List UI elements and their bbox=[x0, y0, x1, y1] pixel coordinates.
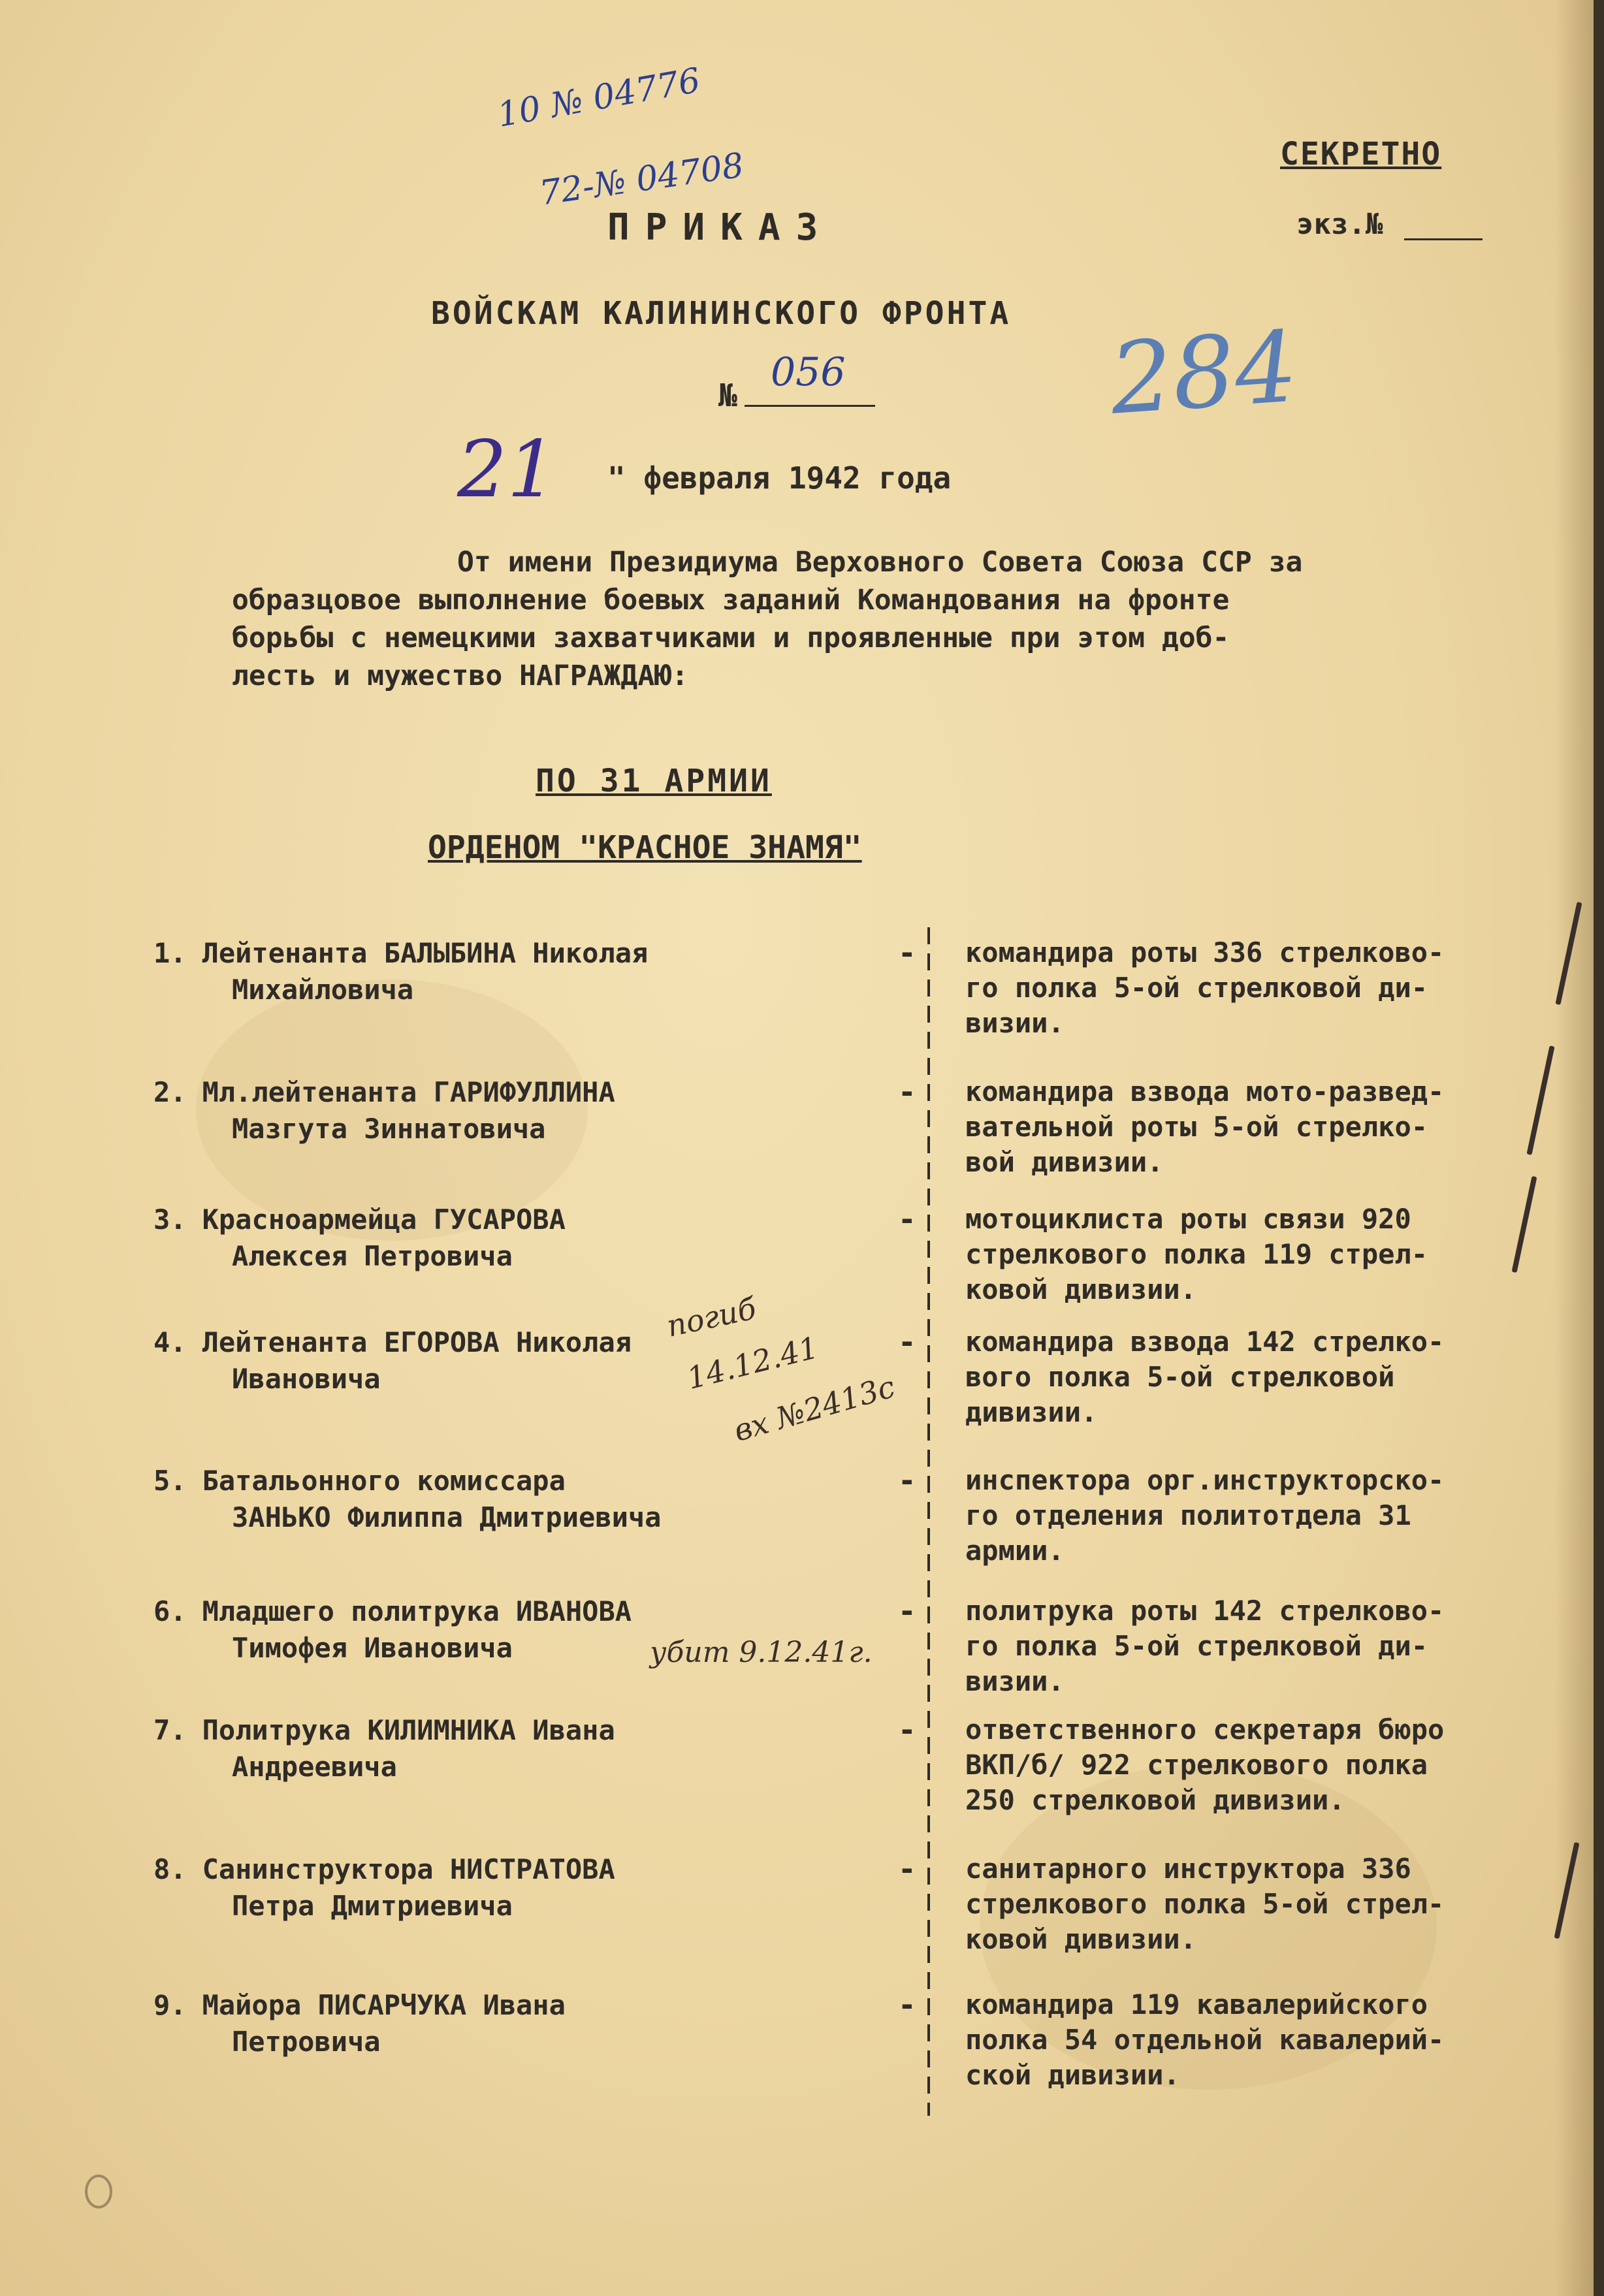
entry-position bbox=[965, 1324, 1592, 1430]
entry-position bbox=[965, 1712, 1592, 1818]
order-number-label: № bbox=[718, 377, 737, 414]
entry-name-line-2: Михайловича bbox=[232, 974, 414, 1006]
entry-dash: - bbox=[898, 1712, 916, 1747]
handwritten-note: погиб bbox=[663, 1290, 760, 1344]
entry-position-line: полка 54 отдельной кавалерий- bbox=[965, 2024, 1445, 2056]
entry-position-line: го отделения политотдела 31 bbox=[965, 1499, 1411, 1531]
entry-name bbox=[153, 935, 885, 1008]
entry-dash: - bbox=[898, 1987, 916, 2022]
archive-corner-mark bbox=[85, 2175, 112, 2208]
entry-position-line: командира взвода мото-развед- bbox=[965, 1076, 1445, 1108]
column-divider bbox=[927, 927, 930, 2116]
entry-name-line-1: Мл.лейтенанта ГАРИФУЛЛИНА bbox=[202, 1076, 615, 1108]
entry-position-line: инспектора орг.инструкторско- bbox=[965, 1464, 1445, 1496]
secret-stamp: СЕКРЕТНО bbox=[1280, 136, 1442, 172]
order-date: " февраля 1942 года bbox=[607, 460, 952, 496]
entry-dash: - bbox=[898, 1324, 916, 1360]
entry-position-line: вательной роты 5-ой стрелко- bbox=[965, 1111, 1428, 1143]
handwritten-reference-2: 72-№ 04708 bbox=[537, 146, 746, 214]
entry-position-line: ВКП/б/ 922 стрелкового полка bbox=[965, 1749, 1428, 1781]
entry-name-line-1: Батальонного комиссара bbox=[202, 1465, 566, 1497]
entry-position-line: стрелкового полка 119 стрел- bbox=[965, 1238, 1428, 1270]
entry-position bbox=[965, 1593, 1592, 1699]
preamble-line: образцовое выполнение боевых заданий Командования на фронте bbox=[232, 584, 1230, 616]
entry-dash: - bbox=[898, 935, 916, 970]
entry-position-line: дивизии. bbox=[965, 1396, 1098, 1428]
entry-position-line: вого полка 5-ой стрелковой bbox=[965, 1361, 1395, 1393]
entry-position bbox=[965, 935, 1592, 1041]
entry-name-line-1: Лейтенанта БАЛЫБИНА Николая bbox=[202, 937, 649, 969]
order-date-day: 21 bbox=[457, 424, 557, 515]
entry-number: 2. bbox=[153, 1076, 187, 1108]
document-title: ПРИКАЗ bbox=[607, 206, 834, 249]
entry-name-line-1: Красноармейца ГУСАРОВА bbox=[202, 1204, 566, 1236]
entry-name-line-1: Младшего политрука ИВАНОВА bbox=[202, 1595, 632, 1627]
entry-name-line-2: ЗАНЬКО Филиппа Дмитриевича bbox=[232, 1501, 662, 1533]
entry-name bbox=[153, 1851, 885, 1924]
entry-position bbox=[965, 1463, 1592, 1569]
entry-position-line: го полка 5-ой стрелковой ди- bbox=[965, 1630, 1428, 1662]
entry-dash: - bbox=[898, 1593, 916, 1629]
order-number-underline bbox=[745, 405, 875, 407]
entry-position bbox=[965, 1074, 1592, 1180]
entry-name bbox=[153, 1074, 885, 1147]
entry-name-line-1: Политрука КИЛИМНИКА Ивана bbox=[202, 1714, 615, 1746]
handwritten-note: вх №2413с bbox=[730, 1369, 899, 1448]
handwritten-reference-1: 10 № 04776 bbox=[494, 61, 703, 135]
entry-position-line: го полка 5-ой стрелковой ди- bbox=[965, 972, 1428, 1004]
preamble-line: борьбы с немецкими захватчиками и проявленные при этом доб- bbox=[232, 622, 1230, 654]
entry-name bbox=[153, 1463, 885, 1536]
entry-position-line: ковой дивизии. bbox=[965, 1273, 1197, 1305]
entry-number: 1. bbox=[153, 937, 187, 969]
order-number: 056 bbox=[771, 349, 846, 395]
entry-number: 6. bbox=[153, 1595, 187, 1627]
entry-position-line: армии. bbox=[965, 1535, 1065, 1567]
entry-name-line-2: Андреевича bbox=[232, 1751, 397, 1783]
entry-position bbox=[965, 1202, 1592, 1307]
entry-position-line: вой дивизии. bbox=[965, 1146, 1164, 1178]
entry-position-line: ковой дивизии. bbox=[965, 1923, 1197, 1955]
entry-position bbox=[965, 1987, 1592, 2093]
entry-name-line-1: Санинструктора НИСТРАТОВА bbox=[202, 1853, 615, 1885]
entry-name-line-2: Петровича bbox=[232, 2026, 381, 2058]
entry-position-line: санитарного инструктора 336 bbox=[965, 1853, 1411, 1885]
entry-name-line-1: Лейтенанта ЕГОРОВА Николая bbox=[202, 1326, 632, 1358]
copy-number-blank bbox=[1404, 238, 1483, 240]
document-subtitle: ВОЙСКАМ КАЛИНИНСКОГО ФРОНТА bbox=[431, 295, 1012, 332]
entry-number: 4. bbox=[153, 1326, 187, 1358]
entry-name-line-2: Ивановича bbox=[232, 1363, 381, 1395]
entry-number: 7. bbox=[153, 1714, 187, 1746]
preamble-line: От имени Президиума Верховного Совета Союза ССР за bbox=[457, 546, 1303, 579]
preamble-line: лесть и мужество НАГРАЖДАЮ: bbox=[232, 660, 688, 692]
entry-position-line: ской дивизии. bbox=[965, 2059, 1180, 2091]
entry-name bbox=[153, 1712, 885, 1785]
entry-name bbox=[153, 1202, 885, 1275]
entry-position-line: ответственного секретаря бюро bbox=[965, 1714, 1445, 1746]
entry-name-line-2: Тимофея Ивановича bbox=[232, 1632, 513, 1664]
section-army: ПО 31 АРМИИ bbox=[536, 763, 772, 799]
entry-position-line: визии. bbox=[965, 1665, 1065, 1697]
entry-number: 5. bbox=[153, 1465, 187, 1497]
archive-page-number: 284 bbox=[1106, 310, 1302, 437]
handwritten-note: 14.12.41 bbox=[683, 1330, 822, 1396]
entry-number: 9. bbox=[153, 1989, 187, 2021]
entry-position-line: командира взвода 142 стрелко- bbox=[965, 1326, 1445, 1358]
entry-number: 3. bbox=[153, 1204, 187, 1236]
entry-dash: - bbox=[898, 1463, 916, 1498]
entry-dash: - bbox=[898, 1851, 916, 1887]
entry-position-line: 250 стрелковой дивизии. bbox=[965, 1784, 1345, 1816]
entry-name bbox=[153, 1987, 885, 2060]
entry-position-line: политрука роты 142 стрелково- bbox=[965, 1595, 1445, 1627]
entry-name-line-2: Мазгута Зиннатовича bbox=[232, 1113, 546, 1145]
section-award: ОРДЕНОМ "КРАСНОЕ ЗНАМЯ" bbox=[428, 829, 862, 866]
entry-position-line: мотоциклиста роты связи 920 bbox=[965, 1203, 1411, 1235]
entry-position-line: визии. bbox=[965, 1007, 1065, 1039]
entry-position bbox=[965, 1851, 1592, 1957]
entry-position-line: командира 119 кавалерийского bbox=[965, 1988, 1428, 2020]
entry-name-line-2: Петра Дмитриевича bbox=[232, 1890, 513, 1922]
handwritten-note: убит 9.12.41г. bbox=[650, 1636, 873, 1669]
entry-name-line-2: Алексея Петровича bbox=[232, 1240, 513, 1272]
entry-name-line-1: Майора ПИСАРЧУКА Ивана bbox=[202, 1989, 566, 2021]
entry-dash: - bbox=[898, 1202, 916, 1237]
entry-number: 8. bbox=[153, 1853, 187, 1885]
entry-dash: - bbox=[898, 1074, 916, 1109]
entry-position-line: командира роты 336 стрелково- bbox=[965, 936, 1445, 968]
copy-number-label: экз.№ bbox=[1296, 208, 1383, 241]
entry-position-line: стрелкового полка 5-ой стрел- bbox=[965, 1888, 1445, 1920]
